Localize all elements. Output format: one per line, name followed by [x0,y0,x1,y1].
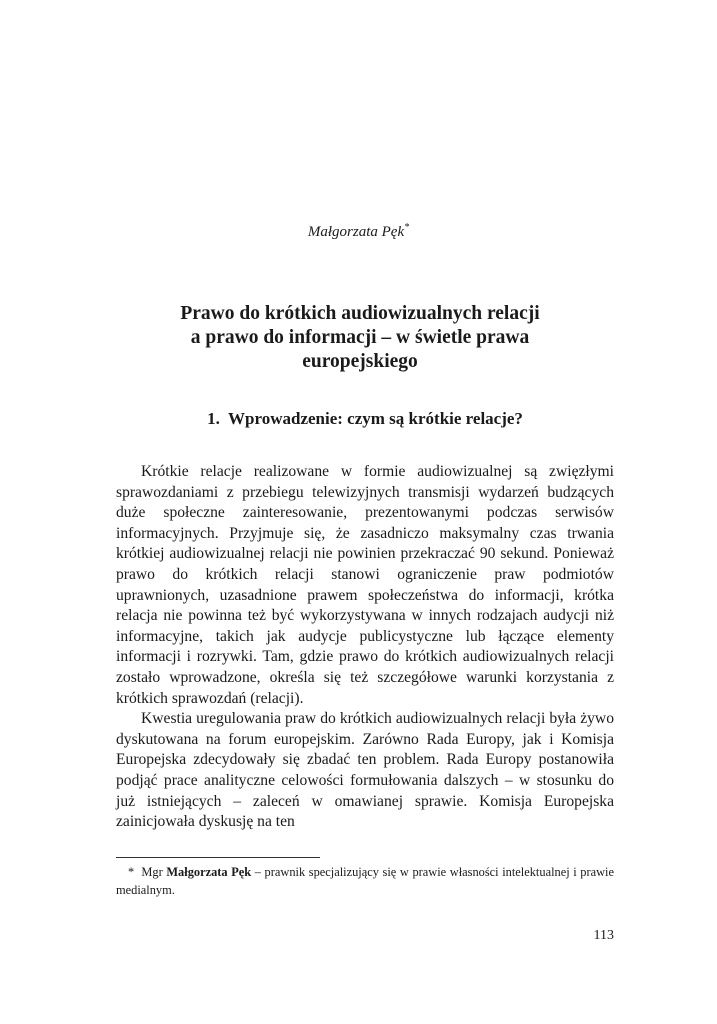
section-heading [0,409,717,429]
title-line: Prawo do krótkich audiowizualnych relacji [180,303,540,324]
title-line: a prawo do informacji – w świetle prawa [190,327,530,348]
author-line [0,224,717,241]
author-name: Małgorzata Pęk [307,224,405,240]
author-footnote-marker: * [404,222,410,233]
paragraph: Kwestia uregulowania praw do krótkich audiowizualnych relacji była żywo dyskutowana na forum europejskim. Zarówno Rada Europy, jak i Komisja Europejska zdecydowały się zbadać ten problem. Rada Europy postanowiła podjąć prace analityczne celowości formułowania dalszych – w stosunku do już istniejących – zaleceń w omawianej sprawie. Komisja Europejska zainicjowała dyskusję na ten [116,710,614,831]
section-title: Wprowadzenie: czym są krótkie relacje? [228,409,523,428]
footnote-author-name: Małgorzata Pęk [166,865,252,879]
footnote-text: – prawnik specjalizujący się w prawie własności intelektualnej i prawie medialnym. [116,865,614,897]
section-number: 1. [207,409,220,428]
footnote-prefix: Mgr [141,865,163,879]
paragraph: Krótkie relacje realizowane w formie audiowizualnej są zwięzłymi sprawozdaniami z przebiegu telewizyjnych transmisji wydarzeń budzących duże społeczne zainteresowanie, prezentowanymi podczas serwisów informacyjnych. Przyjmuje się, że zasadniczo maksymalny czas trwania krótkiej audiowizualnej relacji nie powinien przekraczać 90 sekund. Ponieważ prawo do krótkich relacji stanowi ograniczenie praw podmiotów uprawnionych, uzasadnione prawem społeczeństwa do informacji, krótka relacja nie powinna też być wykorzystywana w innych rodzajach audycji niż informacyjne, takich jak audycje publicystyczne lub łączące elementy informacji i rozrywki. Tam, gdzie prawo do krótkich audiowizualnych relacji zostało wprowadzone, określa się też szczegółowe warunki korzystania z krótkich sprawozdań (relacji). [116,463,614,707]
page-number: 113 [593,928,614,943]
body-text [116,462,614,833]
footnote-divider [116,857,320,858]
footnote [116,863,614,899]
article-title [110,302,610,374]
title-line: europejskiego [302,351,418,372]
footnote-marker: * [128,865,135,879]
